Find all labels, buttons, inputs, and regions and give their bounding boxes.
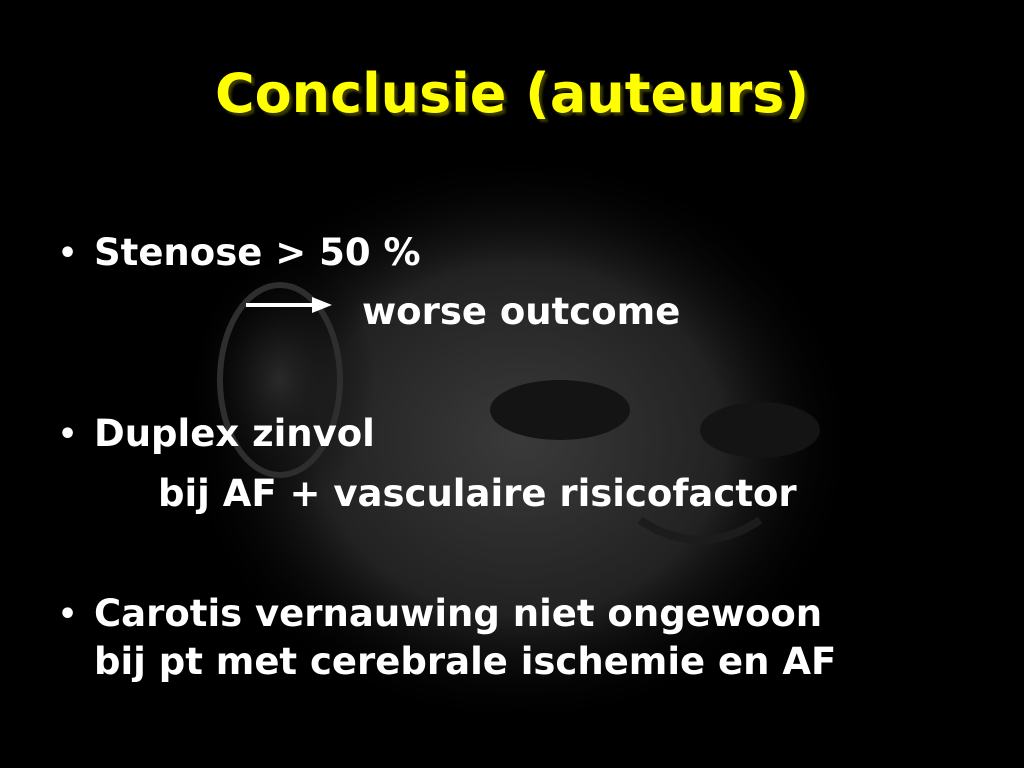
continuation-worse-outcome: worse outcome xyxy=(362,290,681,333)
bullet-text-stenose: Stenose > 50 % xyxy=(94,231,421,274)
continuation-ischemie: bij pt met cerebrale ischemie en AF xyxy=(94,640,837,683)
continuation-risicofactor: bij AF + vasculaire risicofactor xyxy=(158,472,797,515)
bullet-text-duplex: Duplex zinvol xyxy=(94,412,375,455)
slide-title: Conclusie (auteurs) xyxy=(214,62,810,125)
bullet-marker: • xyxy=(58,236,78,271)
right-arrow-icon xyxy=(246,295,332,315)
bullet-marker: • xyxy=(58,597,78,632)
bullet-text-carotis: Carotis vernauwing niet ongewoon xyxy=(94,592,823,635)
bullet-marker: • xyxy=(58,417,78,452)
